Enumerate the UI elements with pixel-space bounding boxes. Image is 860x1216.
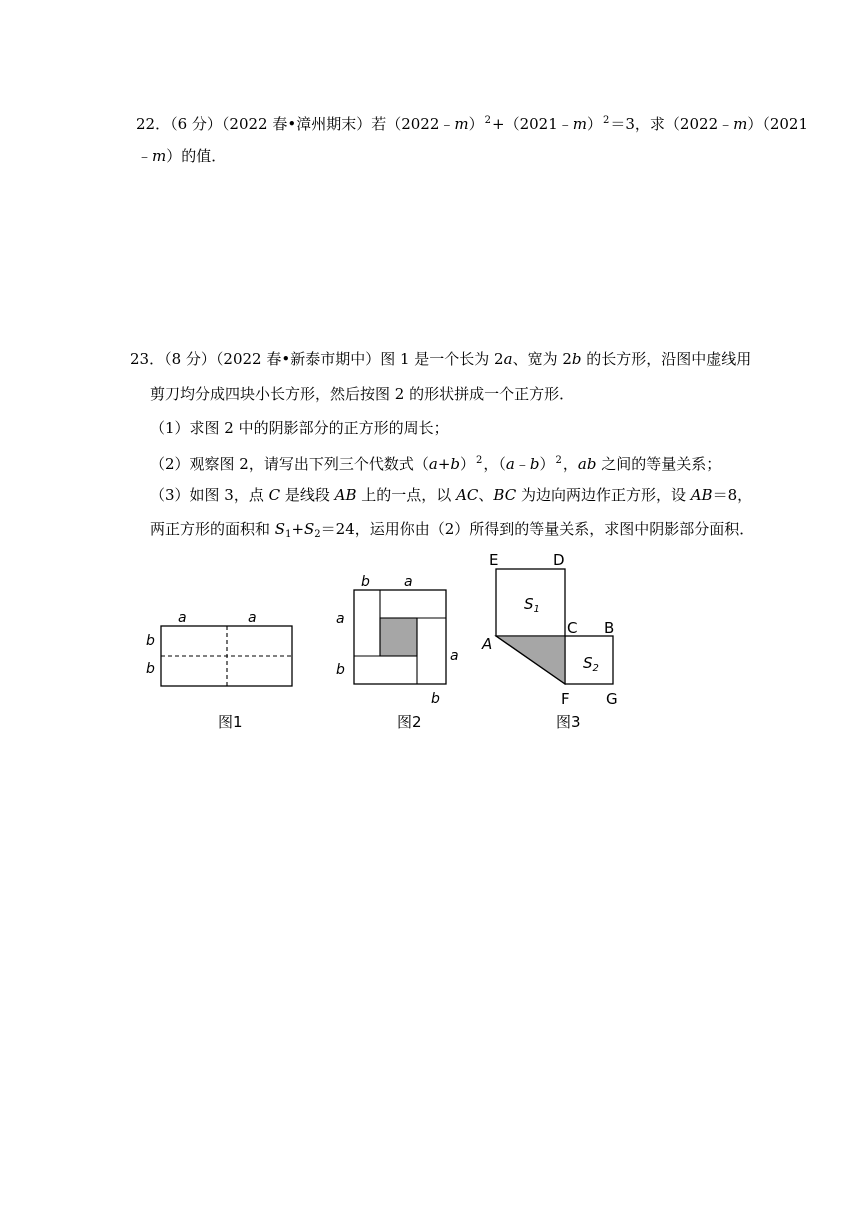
fig2-label-a-right: a bbox=[450, 648, 459, 664]
fig2-label-b-top: b bbox=[361, 574, 370, 590]
figure-3 bbox=[480, 547, 630, 707]
q22-line-2: ﹣m）的值． bbox=[137, 147, 227, 165]
fig3-label-a: A bbox=[482, 635, 493, 653]
fig3-label-c: C bbox=[567, 619, 578, 637]
fig3-caption: 图3 bbox=[556, 713, 581, 731]
fig2-caption: 图2 bbox=[397, 713, 422, 731]
fig3-label-b: B bbox=[604, 619, 615, 637]
q23-sub-3: （3）如图 3，点 C 是线段 AB 上的一点，以 AC、BC 为边向两边作正方形，设 AB＝8， bbox=[150, 486, 753, 504]
fig1-caption: 图1 bbox=[218, 713, 243, 731]
fig1-label-b1: b bbox=[146, 633, 155, 649]
q23-sub-1: （1）求图 2 中的阴影部分的正方形的周长； bbox=[150, 419, 449, 437]
fig1-label-a1: a bbox=[178, 610, 187, 626]
fig3-label-e: E bbox=[489, 551, 499, 569]
fig3-label-d: D bbox=[553, 551, 565, 569]
fig3-label-g: G bbox=[606, 690, 618, 708]
fig2-label-b-bottom: b bbox=[431, 691, 440, 707]
fig3-label-s1: $S_1$ bbox=[524, 595, 540, 615]
fig3-label-f: F bbox=[561, 690, 570, 708]
fig1-label-b2: b bbox=[146, 661, 155, 677]
fig2-label-b-left: b bbox=[336, 662, 345, 678]
figure-1 bbox=[140, 610, 300, 690]
q22-line-1: 22．（6 分）（2022 春•漳州期末）若（2022﹣m）$^2$+（2021﹣m）$^2$＝3，求（2022﹣m）（2021 bbox=[136, 115, 809, 133]
fig2-shaded-square bbox=[380, 618, 417, 656]
fig3-label-s2: $S_2$ bbox=[583, 654, 599, 674]
fig2-label-a-left: a bbox=[336, 611, 345, 627]
q23-sub-2: （2）观察图 2，请写出下列三个代数式$(a+b)^2$，（a﹣b）$^2$，ab 之间的等量关系； bbox=[150, 455, 722, 473]
figure-2 bbox=[330, 570, 470, 710]
q23-sub-3-cont: 两正方形的面积和 $S_1+S_2=24$，运用你由（2）所得到的等量关系，求图中阴影部分面积． bbox=[150, 520, 755, 540]
q23-line-2: 剪刀均分成四块小长方形，然后按图 2 的形状拼成一个正方形． bbox=[150, 385, 575, 403]
q23-line-1: 23．（8 分）（2022 春•新泰市期中）图 1 是一个长为 2a、宽为 2b 的长方形，沿图中虚线用 bbox=[130, 350, 752, 368]
fig1-label-a2: a bbox=[248, 610, 257, 626]
fig2-label-a-top: a bbox=[404, 574, 413, 590]
